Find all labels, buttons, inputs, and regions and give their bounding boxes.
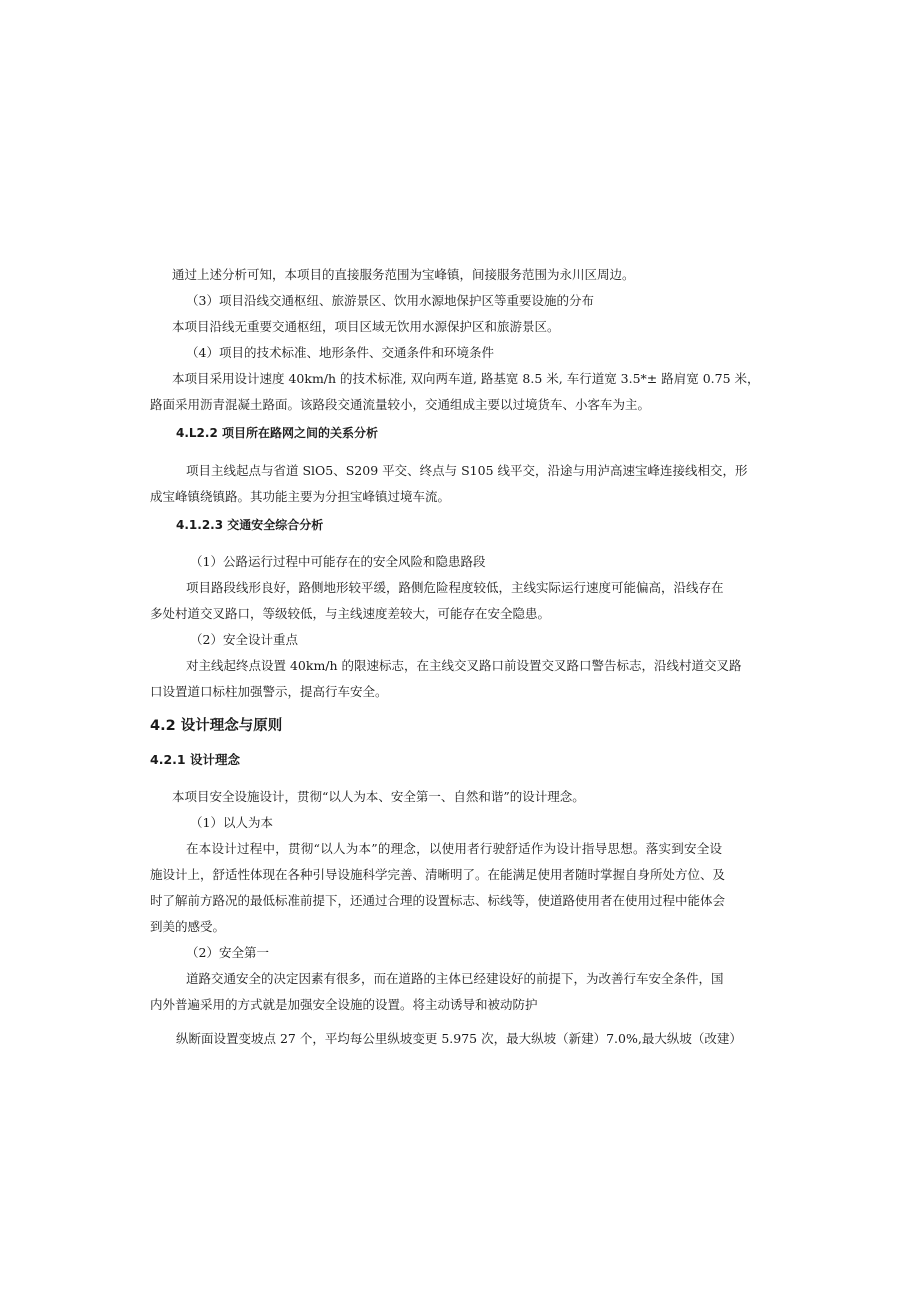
paragraph-safety-focus-line2: 口设置道口标柱加强警示，提高行车安全。 [150, 684, 388, 699]
paragraph-people-line1: 在本设计过程中，贯彻“以人为本”的理念，以使用者行驶舒适作为设计指导思想。落实到安全设 [186, 841, 722, 856]
paragraph-service-range: 通过上述分析可知，本项目的直接服务范围为宝峰镇，间接服务范围为永川区周边。 [172, 267, 635, 282]
paragraph-risk-line2: 多处村道交叉路口，等级较低，与主线速度差较大，可能存在安全隐患。 [150, 606, 551, 621]
item-2-safety-focus-heading: （2）安全设计重点 [190, 632, 298, 647]
paragraph-tech-standard-line2: 路面采用沥青混凝土路面。该路段交通流量较小，交通组成主要以过境货车、小客车为主。 [150, 397, 651, 412]
section-heading-4-2: 4.2 设计理念与原则 [150, 718, 283, 734]
paragraph-people-line2: 施设计上，舒适性体现在各种引导设施科学完善、清晰明了。在能满足使用者随时掌握自身所处方位、及 [150, 867, 726, 882]
paragraph-people-line3: 时了解前方路况的最低标准前提下，还通过合理的设置标志、标线等，使道路使用者在使用过程中能体会 [150, 893, 726, 908]
paragraph-road-network-line2: 成宝峰镇绕镇路。其功能主要为分担宝峰镇过境车流。 [150, 489, 451, 504]
paragraph-road-network-line1: 项目主线起点与省道 SlO5、S209 平交、终点与 S105 线平交，沿途与用泸高速宝峰连接线相交，形 [186, 463, 748, 478]
heading-4-2-1: 4.2.1 设计理念 [150, 752, 240, 767]
paragraph-safety-line2: 内外普遍采用的方式就是加强安全设施的设置。将主动诱导和被动防护 [150, 997, 538, 1012]
paragraph-risk-line1: 项目路段线形良好，路侧地形较平缓，路侧危险程度较低，主线实际运行速度可能偏高，沿线存在 [186, 580, 724, 595]
heading-4-1-2-2: 4.L2.2 项目所在路网之间的关系分析 [176, 426, 378, 440]
item-4-heading: （4）项目的技术标准、地形条件、交通条件和环境条件 [186, 345, 494, 360]
item-3-heading: （3）项目沿线交通枢纽、旅游景区、饮用水源地保护区等重要设施的分布 [186, 293, 594, 308]
item-1-people-oriented: （1）以人为本 [190, 815, 273, 830]
heading-4-1-2-3: 4.1.2.3 交通安全综合分析 [176, 518, 324, 532]
paragraph-grade-points: 纵断面设置变坡点 27 个，平均每公里纵坡变更 5.975 次，最大纵坡（新建）7.0%,最大纵坡（改建） [176, 1031, 742, 1046]
item-1-risk-heading: （1）公路运行过程中可能存在的安全风险和隐患路段 [190, 554, 486, 569]
paragraph-safety-focus-line1: 对主线起终点设置 40km/h 的限速标志，在主线交叉路口前设置交叉路口警告标志，沿线村道交叉路 [186, 658, 742, 673]
paragraph-design-concept: 本项目安全设施设计，贯彻“以人为本、安全第一、自然和谐”的设计理念。 [172, 789, 585, 804]
paragraph-tech-standard-line1: 本项目采用设计速度 40km/h 的技术标准, 双向两车道, 路基宽 8.5 米, 车行道宽 3.5*± 路肩宽 0.75 米， [172, 371, 760, 386]
paragraph-safety-line1: 道路交通安全的决定因素有很多，而在道路的主体已经建设好的前提下，为改善行车安全条件，国 [186, 971, 724, 986]
item-2-safety-first: （2）安全第一 [186, 945, 269, 960]
paragraph-no-facilities: 本项目沿线无重要交通枢纽，项目区域无饮用水源保护区和旅游景区。 [172, 319, 560, 334]
paragraph-people-line4: 到美的感受。 [150, 919, 226, 934]
